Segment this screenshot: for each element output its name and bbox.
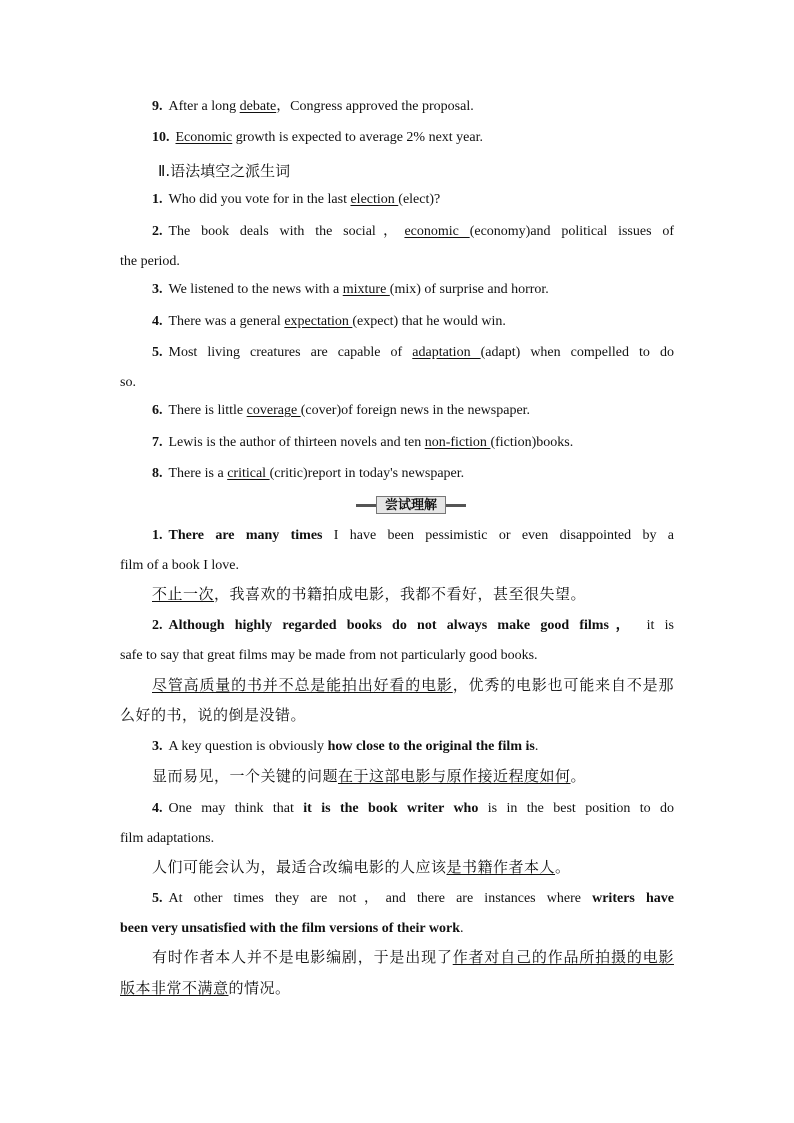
understanding-item-3: 3. A key question is obviously how close to the original the film is.	[152, 739, 539, 754]
understanding-item-1: 1. There are many times I have been pessimistic or even disappointed by a	[152, 528, 674, 543]
grammar-item-5-continued: so.	[120, 375, 136, 390]
grammar-item-6: 6. There is little coverage (cover)of foreign news in the newspaper.	[152, 403, 531, 418]
understanding-item-5-continued: been very unsatisfied with the film versions of their work.	[120, 921, 464, 936]
banner-left-rule	[356, 504, 376, 507]
grammar-item-3: 3. We listened to the news with a mixture (mix) of surprise and horror.	[152, 282, 549, 297]
grammar-item-7: 7. Lewis is the author of thirteen novels and ten non-fiction (fiction)books.	[152, 435, 574, 450]
understanding-item-5-translation-continued: 版本非常不满意的情况。	[120, 979, 291, 997]
section-title-grammar: Ⅱ.语法填空之派生词	[158, 162, 291, 180]
understanding-item-4-continued: film adaptations.	[120, 831, 215, 846]
grammar-item-5: 5. Most living creatures are capable of adaptation (adapt) when compelled to do	[152, 345, 674, 360]
banner-label: 尝试理解	[376, 496, 446, 514]
grammar-item-8: 8. There is a critical (critic)report in today's newspaper.	[152, 466, 465, 481]
understanding-item-3-translation: 显而易见，一个关键的问题在于这部电影与原作接近程度如何。	[152, 767, 587, 785]
vocab-item-9: 9. After a long debate，Congress approved the proposal.	[152, 99, 474, 114]
section-banner	[356, 496, 466, 514]
answer: Economic	[175, 130, 233, 145]
grammar-item-4: 4. There was a general expectation (expect) that he would win.	[152, 314, 506, 329]
banner-right-rule	[446, 504, 466, 507]
understanding-item-4-translation: 人们可能会认为，最适合改编电影的人应该是书籍作者本人。	[152, 858, 571, 876]
vocab-item-10: 10. Economic growth is expected to average 2% next year.	[152, 130, 484, 145]
understanding-item-2-translation-continued: 么好的书，说的倒是没错。	[120, 706, 307, 724]
understanding-item-4: 4. One may think that it is the book writer who is in the best position to do	[152, 801, 675, 816]
understanding-item-2: 2. Although highly regarded books do not always make good films， it is	[152, 618, 675, 633]
understanding-item-2-translation: 尽管高质量的书并不总是能拍出好看的电影，优秀的电影也可能来自不是那	[152, 676, 674, 694]
understanding-item-1-translation: 不止一次，我喜欢的书籍拍成电影，我都不看好，甚至很失望。	[152, 585, 587, 603]
grammar-item-1: 1. Who did you vote for in the last election (elect)?	[152, 192, 441, 207]
understanding-item-1-continued: film of a book I love.	[120, 558, 239, 573]
understanding-item-5-translation: 有时作者本人并不是电影编剧，于是出现了作者对自己的作品所拍摄的电影	[152, 948, 674, 966]
grammar-item-2-continued: the period.	[120, 254, 180, 269]
understanding-item-5: 5. At other times they are not，and there are instances where writers have	[152, 891, 674, 906]
answer: debate	[239, 99, 277, 114]
grammar-item-2: 2. The book deals with the social，economic (economy)and political issues of	[152, 224, 674, 239]
understanding-item-2-continued: safe to say that great films may be made from not particularly good books.	[120, 648, 538, 663]
